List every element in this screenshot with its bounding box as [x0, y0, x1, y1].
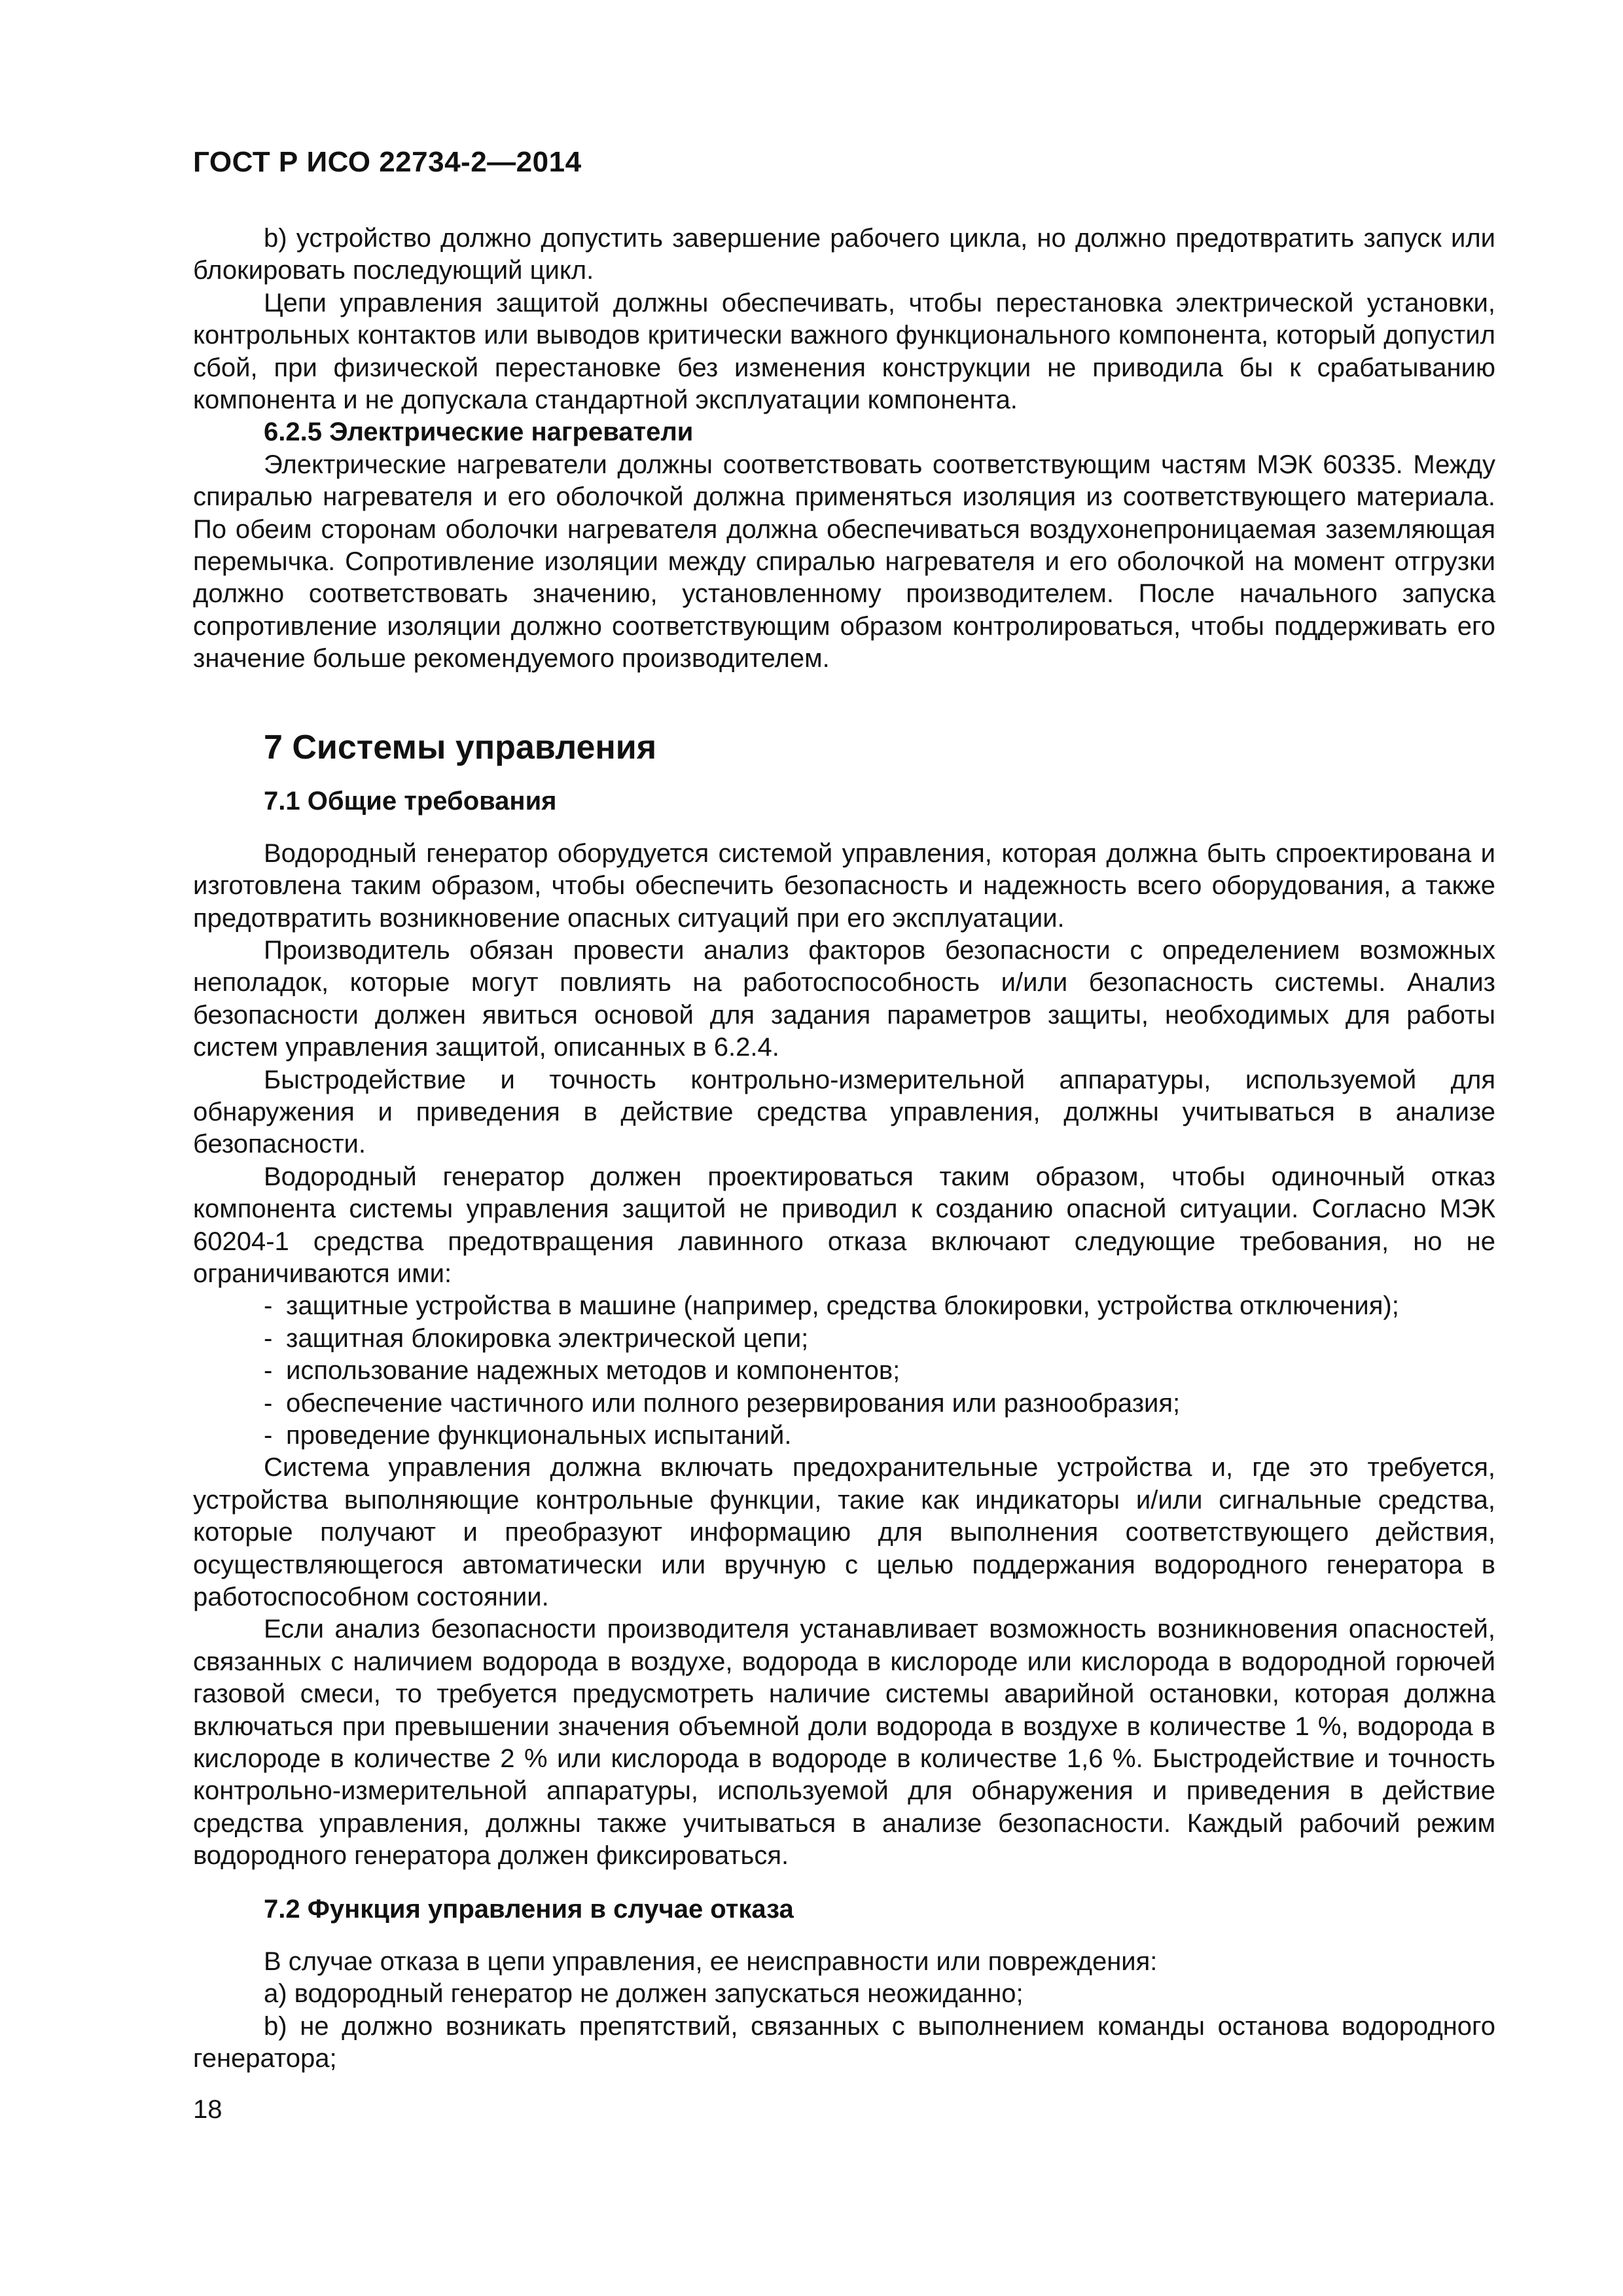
list-dash: -: [264, 1323, 273, 1353]
list-item-text: защитная блокировка электрической цепи;: [286, 1323, 809, 1353]
list-item: [193, 1420, 1495, 1452]
paragraph-protection-circuits: Цепи управления защитой должны обеспечивать, чтобы перестановка электрической установки, контрольных контактов или выводов критически важного функционального компонента, который допустил сбой, при физической перестановке без изменения конструкции не приводила бы к срабатыванию компонента и не допускала стандартной эксплуатации компонента.: [193, 288, 1495, 415]
paragraph-intro-b: b) устройство должно допустить завершение рабочего цикла, но должно предотвратить запуск или блокировать последующий цикл.: [193, 224, 1495, 285]
section-7-1-paragraph-2: Производитель обязан провести анализ факторов безопасности с определением возможных неполадок, которые могут повлиять на работоспособность и/или безопасность системы. Анализ безопасности должен явиться основой для задания параметров защиты, необходимых для работы систем управления защитой, описанных в 6.2.4.: [193, 935, 1495, 1062]
list-dash: -: [264, 1291, 273, 1321]
list-dash: -: [264, 1356, 273, 1386]
list-item: [193, 1323, 1495, 1355]
section-7-2-heading: 7.2 Функция управления в случае отказа: [264, 1894, 794, 1924]
section-7-1-paragraph-6: Если анализ безопасности производителя устанавливает возможность возникновения опасностей, связанных с наличием водорода в воздухе, водорода в кислороде или кислорода в водородной горючей газовой смеси, то требуется предусмотреть наличие системы аварийной остановки, которая должна включаться при превышении значения объемной доли водорода в воздухе в количестве 1 %, водорода в кислороде в количестве 2 % или кислорода в водороде в количестве 1,6 %. Быстродействие и точность контрольно-измерительной аппаратуры, используемой для обнаружения и приведения в действие средства управления, должны также учитываться в анализе безопасности. Каждый рабочий режим водородного генератора должен фиксироваться.: [193, 1615, 1495, 1871]
section-7-heading: 7 Системы управления: [264, 728, 657, 766]
section-6-2-5-text: Электрические нагреватели должны соответствовать соответствующим частям МЭК 60335. Между спиралью нагревателя и его оболочкой должна применяться изоляция из соответствующего материала. По обеим сторонам оболочки нагревателя должна обеспечиваться воздухонепроницаемая заземляющая перемычка. Сопротивление изоляции между спиралью нагревателя и его оболочкой на момент отгрузки должно соответствовать значению, установленному производителем. После начального запуска сопротивление изоляции должно соответствующим образом контролироваться, чтобы поддерживать его значение больше рекомендуемого производителем.: [193, 450, 1495, 673]
list-item-text: защитные устройства в машине (например, средства блокировки, устройства отключения);: [286, 1291, 1399, 1321]
section-7-2-item-a: a) водородный генератор не должен запускаться неожиданно;: [264, 1979, 1024, 2009]
list-dash: -: [264, 1388, 273, 1418]
list-item: [193, 1388, 1495, 1420]
list-item-text: использование надежных методов и компонентов;: [286, 1356, 901, 1386]
document-header: ГОСТ Р ИСО 22734-2—2014: [193, 146, 582, 178]
page-body: [193, 223, 1495, 2075]
section-7-1-paragraph-5: Система управления должна включать предохранительные устройства и, где это требуется, устройства выполняющие контрольные функции, такие как индикаторы и/или сигнальные средства, которые получают и преобразуют информацию для выполнения соответствующего действия, осуществляющегося автоматически или вручную с целью поддержания водородного генератора в работоспособном состоянии.: [193, 1453, 1495, 1612]
page-number: 18: [193, 2095, 223, 2124]
list-item-text: обеспечение частичного или полного резервирования или разнообразия;: [286, 1388, 1181, 1418]
section-7-1-paragraph-3: Быстродействие и точность контрольно-измерительной аппаратуры, используемой для обнаружения и приведения в действие средства управления, должны учитываться в анализе безопасности.: [193, 1065, 1495, 1159]
list-item: [193, 1355, 1495, 1387]
section-7-1-heading: 7.1 Общие требования: [264, 786, 557, 816]
requirements-list: [193, 1290, 1495, 1452]
section-7-2-item-b: b) не должно возникать препятствий, связанных с выполнением команды останова водородного генератора;: [193, 2011, 1495, 2073]
section-7-2-paragraph-1: В случае отказа в цепи управления, ее неисправности или повреждения:: [264, 1946, 1158, 1976]
section-7-1-paragraph-4: Водородный генератор должен проектироваться таким образом, чтобы одиночный отказ компонента системы управления защитой не приводил к созданию опасной ситуации. Согласно МЭК 60204-1 средства предотвращения лавинного отказа включают следующие требования, но не ограничиваются ими:: [193, 1162, 1495, 1288]
list-item-text: проведение функциональных испытаний.: [286, 1421, 792, 1450]
section-7-1-paragraph-1: Водородный генератор оборудуется системой управления, которая должна быть спроектирована и изготовлена таким образом, чтобы обеспечить безопасность и надежность всего оборудования, а также предотвратить возникновение опасных ситуаций при его эксплуатации.: [193, 838, 1495, 933]
section-6-2-5-heading: 6.2.5 Электрические нагреватели: [264, 418, 694, 447]
list-item: [193, 1290, 1495, 1322]
list-dash: -: [264, 1421, 273, 1450]
